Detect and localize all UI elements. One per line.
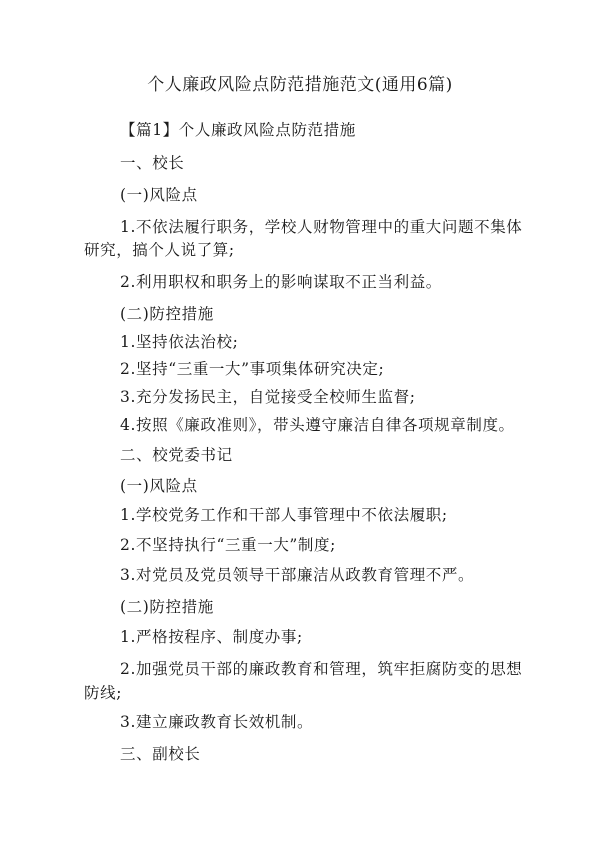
paragraph-line: 4.按照《廉政准则》，带头遵守廉洁自律各项规章制度。	[120, 416, 515, 434]
subheading-risk-points: (一)风险点	[120, 186, 198, 204]
subheading-control-measures: (二)防控措施	[120, 598, 214, 616]
paragraph-line: 防线;	[84, 684, 123, 702]
document-title: 个人廉政风险点防范措施范文(通用6篇)	[147, 75, 453, 95]
paragraph-line: 3.对党员及党员领导干部廉洁从政教育管理不严。	[120, 566, 475, 584]
heading-principal: 一、校长	[120, 154, 185, 172]
paragraph-line: 2.加强党员干部的廉政教育和管理，筑牢拒腐防变的思想	[120, 660, 523, 678]
subheading-control-measures: (二)防控措施	[120, 305, 214, 323]
heading-party-secretary: 二、校党委书记	[120, 446, 233, 464]
paragraph-line: 1.坚持依法治校;	[120, 333, 239, 351]
heading-vice-principal: 三、副校长	[120, 745, 201, 763]
paragraph-line: 研究，搞个人说了算;	[84, 241, 235, 259]
paragraph-line: 1.不依法履行职务，学校人财物管理中的重大问题不集体	[120, 218, 523, 236]
subheading-risk-points: (一)风险点	[120, 477, 198, 495]
paragraph-line: 2.利用职权和职务上的影响谋取不正当利益。	[120, 273, 442, 291]
paragraph-line: 2.不坚持执行“三重一大”制度;	[120, 536, 336, 554]
paragraph-line: 1.学校党务工作和干部人事管理中不依法履职;	[120, 506, 448, 524]
paragraph-line: 2.坚持“三重一大”事项集体研究决定;	[120, 360, 385, 378]
paragraph-line: 1.严格按程序、制度办事;	[120, 628, 303, 646]
paragraph-line: 3.充分发扬民主，自觉接受全校师生监督;	[120, 388, 416, 406]
paragraph-line: 3.建立廉政教育长效机制。	[120, 713, 314, 731]
section-header: 【篇1】个人廉政风险点防范措施	[120, 121, 356, 139]
